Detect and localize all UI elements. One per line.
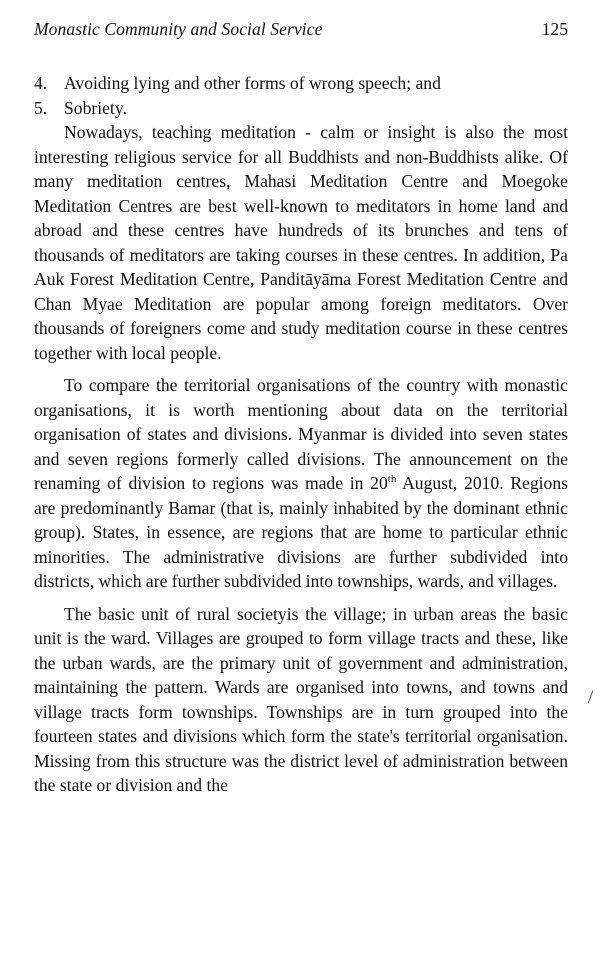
paragraph-text: To compare the territorial organisations of the country with monastic organisations, it is worth mentioning about data on the territorial organisation of states and divisions. Myanmar is divided into seven states and seven regions formerly called divisions. The announcement on the renaming of division to regions was made in 20 [34, 375, 568, 493]
running-header [34, 19, 568, 43]
paragraph-text: August, 2010. Regions are predominantly Bamar (that is, mainly inhabited by the dominant ethnic group). States, in essence, are regions that are home to particular ethnic minorities. The administrative divisions are further subdivided into districts, which are further subdivided into townships, wards, and villages. [34, 473, 568, 591]
list-item [34, 96, 568, 121]
list-item-text: Avoiding lying and other forms of wrong speech; and [64, 73, 441, 93]
page-number: 125 [541, 19, 568, 39]
list-item-number: 5. [34, 97, 48, 118]
ordinal-superscript: th [387, 473, 397, 486]
list-item [34, 71, 568, 96]
running-title: Monastic Community and Social Service [34, 19, 323, 39]
paragraph-meditation: Nowadays, teaching meditation - calm or insight is also the most interesting religious service for all Buddhists and non-Buddhists alike. Of many meditation centres, Mahasi Meditation Centre and Moegoke Meditation Centres are best well-known to meditators in home land and abroad and these centres have hundreds of its brunches and tens of thousands of meditators are taking courses in these centres. In addition, Pa Auk Forest Meditation Centre, Panditāyāma Forest Meditation Centre and Chan Myae Meditation are popular among foreign meditators. Over thousands of foreigners come and study meditation course in these centres together with local people. [34, 122, 568, 363]
paragraph-basic-unit: The basic unit of rural societyis the village; in urban areas the basic unit is the ward. Villages are grouped to form village tracts and these, like the urban wards, are the primary unit of government and administration, maintaining the pattern. Wards are organised into towns, and towns and village tracts form townships. Townships are in turn grouped into the fourteen states and divisions which form the state's territorial organisation. Missing from this structure was the district level of administration between the state or division and the [34, 603, 568, 795]
list-item-number: 4. [34, 73, 48, 93]
list-item-text: Sobriety. [64, 97, 127, 118]
margin-tick-mark [588, 690, 594, 703]
body-text [34, 71, 568, 798]
paragraph-territorial-organisation [34, 373, 568, 594]
book-page [34, 0, 568, 961]
